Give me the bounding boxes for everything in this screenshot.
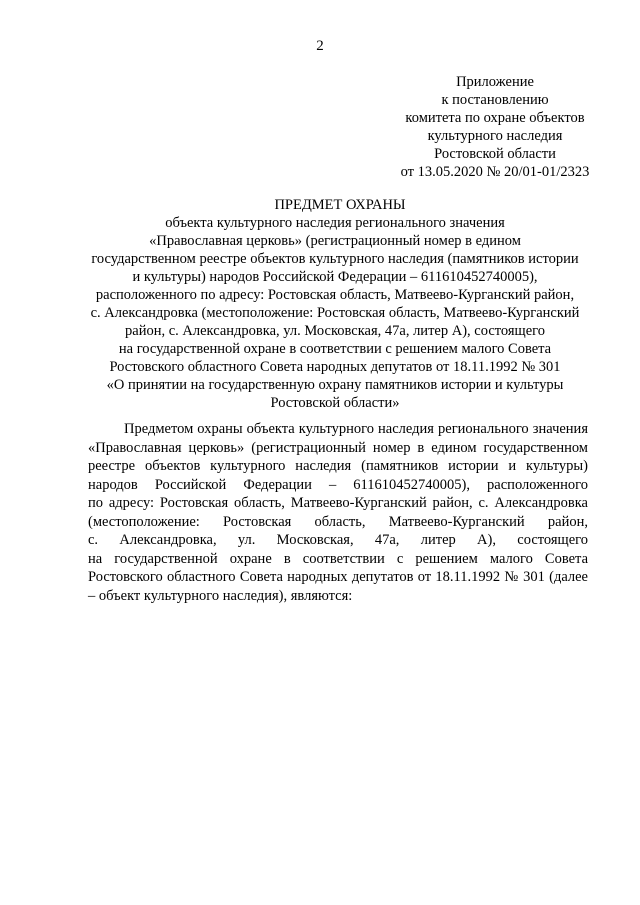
- body-line: Ростовского областного Совета народных депутатов от 18.11.1992 № 301 (далее: [88, 569, 588, 585]
- appendix-block: [385, 73, 605, 181]
- appendix-date-number: от 13.05.2020 № 20/01-01/2323: [400, 164, 590, 180]
- body-line: «Православная церковь» (регистрационный номер в едином государственном: [88, 439, 588, 456]
- document-subtitle: [80, 214, 590, 412]
- body-line: по адресу: Ростовская область, Матвеево-Курганский район, с. Александровка: [88, 495, 588, 511]
- body-line: (местоположение: Ростовская область, Матвеево-Курганский район,: [88, 513, 588, 530]
- subtitle-line: Ростовской области»: [270, 395, 400, 411]
- subtitle-line: и культуры) народов Российской Федерации – 611610452740005),: [132, 269, 538, 285]
- body-paragraph: [88, 420, 588, 605]
- subtitle-line: «О принятии на государственную охрану памятников истории и культуры: [106, 377, 564, 393]
- subtitle-line: район, с. Александровка, ул. Московская, 47а, литер А), состоящего: [125, 323, 545, 339]
- subtitle-line: расположенного по адресу: Ростовская область, Матвеево-Курганский район,: [95, 287, 575, 303]
- document-title: ПРЕДМЕТ ОХРАНЫ: [274, 197, 406, 213]
- page-number: 2: [316, 38, 324, 54]
- body-line: реестре объектов культурного наследия (памятников истории и культуры): [88, 458, 588, 474]
- body-line: Предметом охраны объекта культурного наследия регионального значения: [124, 421, 588, 437]
- body-line: на государственной охране в соответствии с решением малого Совета: [88, 550, 588, 567]
- subtitle-line: объекта культурного наследия регионального значения: [165, 215, 505, 231]
- subtitle-line: на государственной охране в соответствии с решением малого Совета: [118, 341, 552, 357]
- body-line: народов Российской Федерации – 611610452740005), расположенного: [88, 476, 588, 493]
- subtitle-line: с. Александровка (местоположение: Ростовская область, Матвеево-Курганский: [90, 305, 580, 321]
- subtitle-line: «Православная церковь» (регистрационный номер в едином: [149, 233, 521, 249]
- appendix-line: комитета по охране объектов: [405, 110, 585, 126]
- appendix-line: к постановлению: [441, 92, 549, 108]
- appendix-line: Ростовской области: [434, 146, 556, 162]
- subtitle-line: государственном реестре объектов культурного наследия (памятников истории: [91, 251, 579, 267]
- subtitle-line: Ростовского областного Совета народных депутатов от 18.11.1992 № 301: [109, 359, 561, 375]
- body-line: – объект культурного наследия), являются:: [88, 587, 353, 604]
- appendix-line: культурного наследия: [427, 128, 563, 144]
- appendix-line: Приложение: [456, 74, 534, 90]
- body-line: с. Александровка, ул. Московская, 47а, литер А), состоящего: [88, 532, 588, 548]
